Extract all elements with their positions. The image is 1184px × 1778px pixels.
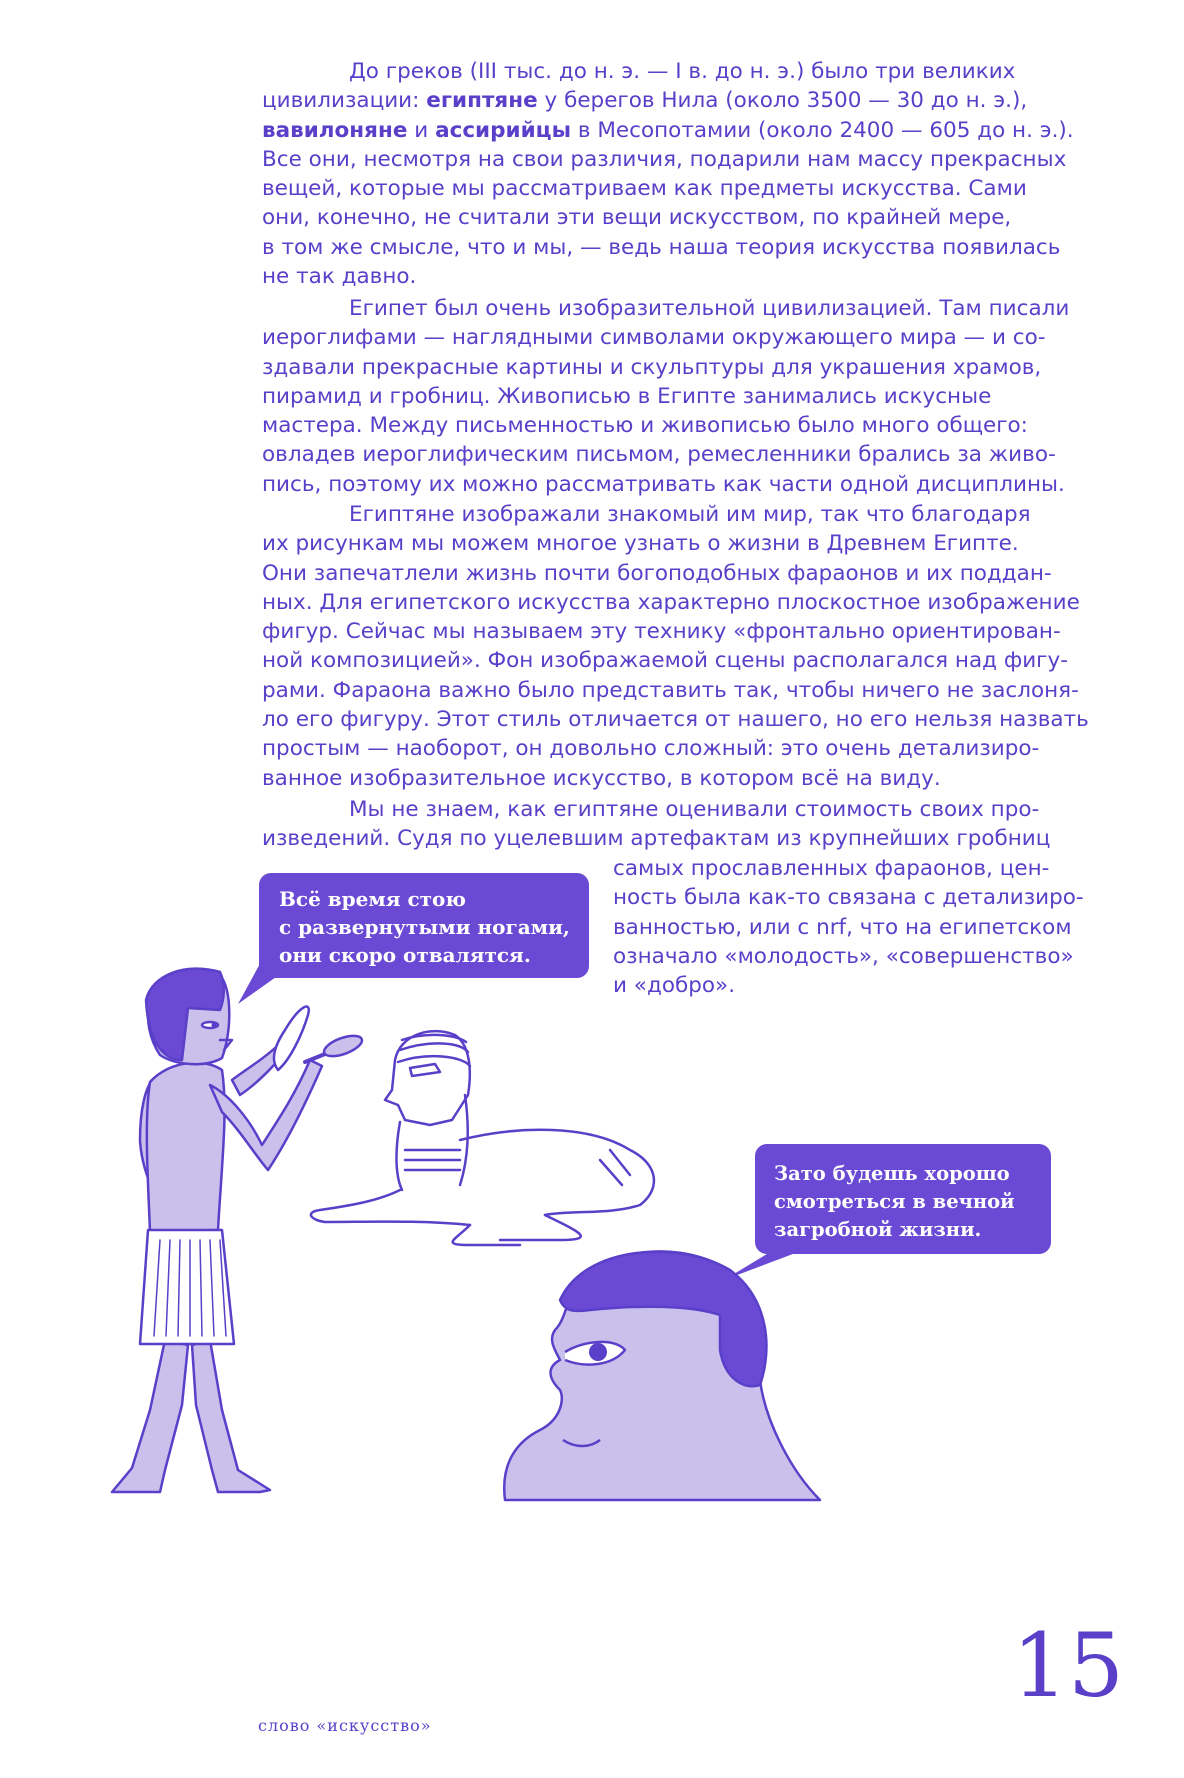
- paragraph-intro: [262, 57, 1074, 291]
- paragraph-egypt: [262, 294, 1069, 499]
- text-line: фигур. Сейчас мы называем эту технику «фронтально ориентирован-: [262, 619, 1061, 645]
- text-line: и «добро».: [613, 973, 736, 999]
- text-line: означало «молодость», «совершенство»: [613, 943, 1074, 969]
- text-line: цивилизации: египтяне у берегов Нила (около 3500 — 30 до н. э.),: [262, 88, 1028, 114]
- egyptian-painter: [112, 969, 365, 1492]
- text-line: Мы не знаем, как египтяне оценивали стоимость своих про-: [349, 797, 1040, 822]
- text-line: рами. Фараона важно было представить так, чтобы ничего не заслоня-: [262, 677, 1079, 703]
- text-line: здавали прекрасные картины и скульптуры для украшения храмов,: [262, 354, 1042, 380]
- sphinx-sculpture: [311, 1031, 654, 1245]
- text-line: ло его фигуру. Этот стиль отличается от нашего, но его нельзя назвать: [262, 707, 1089, 733]
- paragraph-value-continued: [613, 854, 1084, 1000]
- running-title: слово «искусство»: [258, 1716, 432, 1735]
- text-line: не так давно.: [262, 264, 417, 290]
- text-line: пись, поэтому их можно рассматривать как части одной дисциплины.: [262, 471, 1065, 497]
- text-line: ванностью, или с nrf, что на египетском: [613, 914, 1072, 940]
- speech-line: Всё время стою: [279, 887, 466, 911]
- text-line: самых прославленных фараонов, цен-: [613, 856, 1050, 881]
- speech-line: Зато будешь хорошо: [774, 1162, 1010, 1185]
- text-line: мастера. Между письменностью и живописью было много общего:: [262, 413, 1028, 439]
- egyptian-head: [504, 1251, 820, 1500]
- text-line: они, конечно, не считали эти вещи искусством, по крайней мере,: [262, 205, 1012, 231]
- text-line: их рисункам мы можем многое узнать о жизни в Древнем Египте.: [262, 531, 1019, 557]
- text-line: вещей, которые мы рассматриваем как предметы искусства. Сами: [262, 176, 1027, 202]
- text-line: иероглифами — наглядными символами окружающего мира — и со-: [262, 325, 1046, 351]
- text-line: Они запечатлели жизнь почти богоподобных фараонов и их поддан-: [262, 560, 1052, 586]
- text-line: в том же смысле, что и мы, — ведь наша теория искусства появилась: [262, 234, 1061, 260]
- text-line: Все они, несмотря на свои различия, подарили нам массу прекрасных: [262, 146, 1067, 172]
- speech-bubble-head: [755, 1144, 1051, 1254]
- page-number: 15: [1012, 1614, 1124, 1717]
- text-line: ванное изобразительное искусство, в котором всё на виду.: [262, 765, 941, 791]
- text-line: До греков (III тыс. до н. э. — I в. до н. э.) было три великих: [349, 59, 1016, 84]
- text-line: простым — наоборот, он довольно сложный: это очень детализиро-: [262, 736, 1040, 762]
- text-line: ность была как-то связана с детализиро-: [613, 885, 1084, 911]
- speech-line: смотреться в вечной: [774, 1190, 1015, 1213]
- speech-line: они скоро отвалятся.: [279, 943, 531, 967]
- speech-line: с развернутыми ногами,: [279, 915, 570, 939]
- text-line: Египет был очень изобразительной цивилизацией. Там писали: [349, 296, 1070, 321]
- speech-line: загробной жизни.: [774, 1218, 982, 1241]
- speech-bubble-painter: [259, 873, 589, 978]
- paragraph-value: [262, 795, 1050, 854]
- text-line: вавилоняне и ассирийцы в Месопотамии (около 2400 — 605 до н. э.).: [262, 117, 1074, 143]
- text-line: Египтяне изображали знакомый им мир, так что благодаря: [349, 502, 1031, 527]
- text-line: пирамид и гробниц. Живописью в Египте занимались искусные: [262, 383, 992, 409]
- text-line: овладев иероглифическим письмом, ремесленники брались за живо-: [262, 442, 1056, 468]
- text-line: ной композицией». Фон изображаемой сцены располагался над фигу-: [262, 648, 1068, 674]
- paragraph-depiction: [262, 500, 1089, 793]
- text-line: изведений. Судя по уцелевшим артефактам из крупнейших гробниц: [262, 826, 1051, 852]
- text-line: ных. Для египетского искусства характерно плоскостное изображение: [262, 589, 1080, 615]
